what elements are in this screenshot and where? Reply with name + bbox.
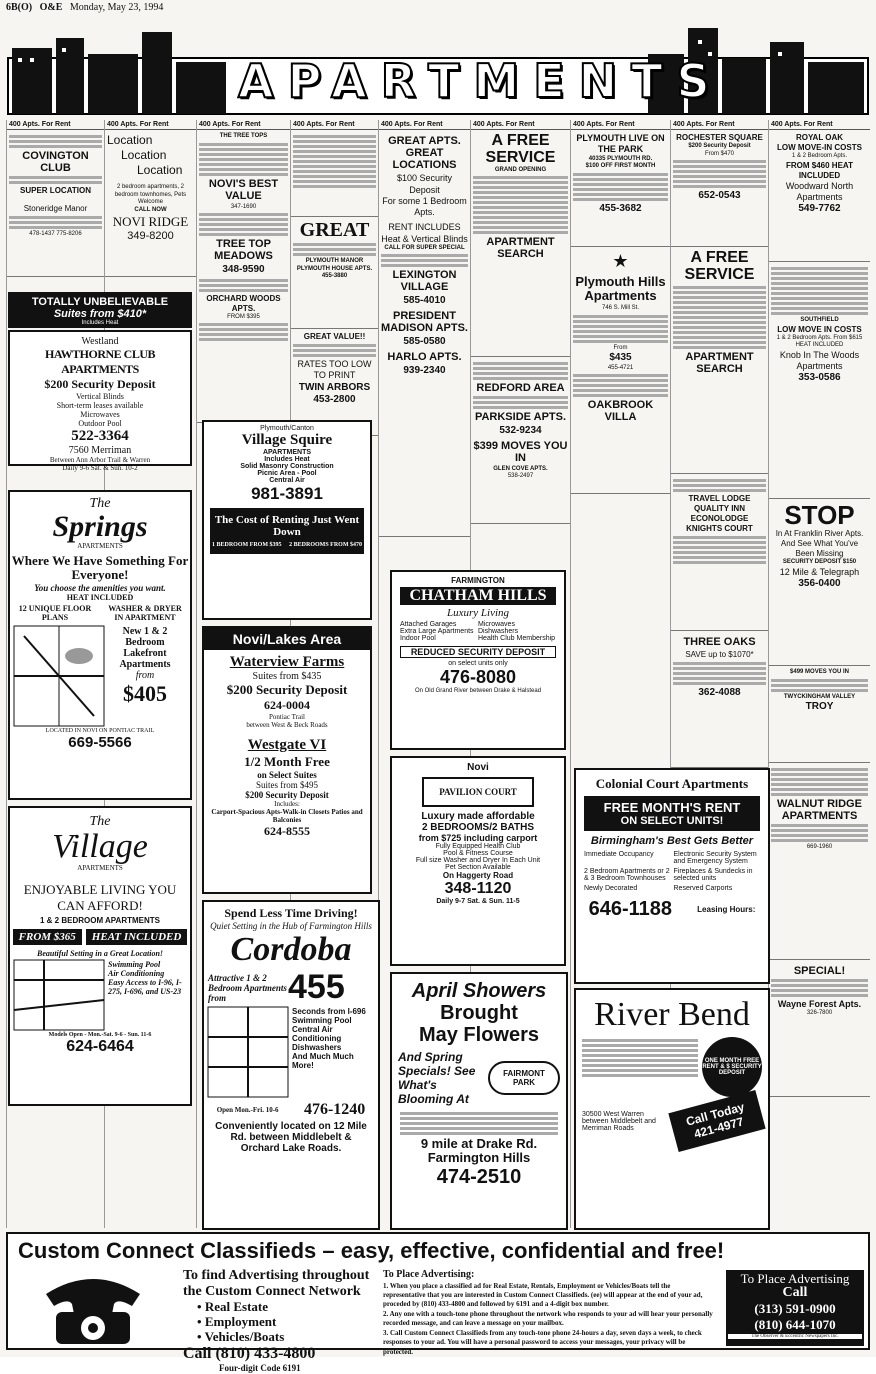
box-phone: 476-1240 bbox=[303, 1101, 366, 1119]
box-feature: Air Conditioning bbox=[108, 969, 165, 978]
ad-title: Wayne Forest Apts. bbox=[777, 999, 862, 1010]
box-feature: WASHER & DRYER IN APARTMENT bbox=[108, 603, 182, 622]
column-heading: 400 Apts. For Rent bbox=[197, 120, 290, 130]
unbelievable-box bbox=[8, 292, 192, 328]
ad-headline: LOW MOVE-IN COSTS bbox=[777, 143, 862, 152]
custom-connect-footer bbox=[6, 1232, 870, 1374]
plymouth-manor-ad bbox=[291, 217, 378, 329]
ad-headline: $399 MOVES YOU IN bbox=[473, 439, 568, 464]
ad-phone: 549-7762 bbox=[798, 203, 841, 214]
ad-price: 1 & 2 Bedroom Apts. From $615 HEAT INCLUDED bbox=[776, 334, 863, 348]
box-headline: TOTALLY UNBELIEVABLE bbox=[31, 296, 169, 308]
ad-price: FROM $460 HEAT INCLUDED bbox=[786, 160, 853, 180]
box-location: Westland bbox=[81, 336, 119, 347]
ad-subtitle: GRAND OPENING bbox=[494, 166, 547, 173]
ad-title: ROYAL OAK bbox=[795, 133, 844, 142]
box-hours: Leasing Hours: bbox=[697, 905, 756, 914]
column-heading: 400 Apts. For Rent bbox=[379, 120, 470, 130]
box-price: $405 bbox=[123, 680, 167, 706]
box-subtitle: APARTMENTS bbox=[77, 864, 123, 872]
banner-title: APARTMENTS bbox=[238, 54, 724, 108]
box-title: Village Squire bbox=[241, 432, 333, 448]
ad-location: SOUTHFIELD bbox=[800, 317, 839, 323]
box-feature: Includes Heat bbox=[264, 456, 310, 463]
footer-call: Call (810) 433-4800 bbox=[183, 1345, 316, 1362]
ad-location: TROY bbox=[805, 701, 834, 712]
box-feature: Dishwashers bbox=[292, 1043, 342, 1053]
box-phone: 669-5566 bbox=[68, 733, 132, 751]
twyckingham-ad bbox=[769, 666, 870, 763]
box-feature: Full size Washer and Dryer In Each Unit bbox=[415, 857, 541, 864]
classified-grid bbox=[6, 120, 870, 1228]
box-feature: Immediate Occupancy bbox=[584, 851, 654, 858]
cordoba-ad bbox=[202, 900, 380, 1230]
ad-deposit: $100 OFF FIRST MONTH bbox=[585, 163, 656, 169]
box-location: Novi bbox=[467, 762, 489, 773]
ad-subtitle: In At Franklin River Apts. And See What You've Been Missing bbox=[775, 529, 864, 559]
box-description: Attractive 1 & 2 Bedroom Apartments from bbox=[208, 972, 287, 1003]
issue-date: Monday, May 23, 1994 bbox=[69, 2, 164, 13]
box-headline: Spend Less Time Driving! bbox=[224, 906, 358, 920]
ad-title: COVINGTON CLUB bbox=[22, 150, 89, 175]
ad-headline: APARTMENT SEARCH bbox=[685, 350, 754, 375]
footer-title: Custom Connect Classifieds – easy, effective, confidential and free! bbox=[18, 1238, 725, 1263]
ad-title: PARKSIDE APTS. bbox=[474, 411, 567, 424]
ad-description: 2 bedroom apartments, 2 bedroom townhomes, Pets Welcome bbox=[114, 184, 187, 205]
footer-phone: (313) 591-0900 bbox=[754, 1301, 836, 1316]
ad-headline: A FREE SERVICE bbox=[684, 249, 755, 283]
chatham-hills-ad bbox=[390, 570, 566, 750]
box-feature: Fully Equipped Health Club bbox=[435, 843, 521, 850]
footer-place-heading: To Place Advertising bbox=[740, 1271, 850, 1286]
column-heading: 400 Apts. For Rent bbox=[471, 120, 570, 130]
map-graphic bbox=[208, 1007, 288, 1097]
box-headline: April Showers bbox=[411, 980, 547, 1002]
box-location: Plymouth/Canton bbox=[260, 425, 314, 432]
box-tagline: You choose the amenities you want. bbox=[34, 582, 166, 593]
ad-address: 40335 PLYMOUTH RD. bbox=[588, 155, 653, 162]
box-feature: Solid Masonry Construction bbox=[240, 463, 334, 470]
ad-title: OAKBROOK VILLA bbox=[587, 399, 654, 424]
ad-headline: NOVI'S BEST VALUE bbox=[208, 177, 279, 202]
ad-phone: 478-1437 775-8206 bbox=[29, 231, 82, 238]
ad-title: REDFORD AREA bbox=[476, 382, 565, 394]
novi-lakes-ad bbox=[202, 626, 372, 894]
box-location: FARMINGTON bbox=[451, 576, 505, 585]
box-phone: 981-3891 bbox=[251, 484, 323, 503]
village-apartments-ad bbox=[8, 806, 192, 1106]
box-address: 30500 West Warren between Middlebelt and Merriman Roads bbox=[582, 1110, 656, 1132]
map-graphic bbox=[14, 960, 104, 1030]
ad-headline: RATES TOO LOW TO PRINT bbox=[297, 359, 372, 381]
ad-price: From $470 bbox=[704, 150, 734, 157]
fairmont-park-ad bbox=[390, 972, 568, 1230]
box-feature: Microwaves bbox=[478, 621, 515, 628]
covington-club-ad bbox=[7, 130, 104, 277]
box-feature: Short-term leases available bbox=[56, 401, 144, 410]
box-price: from $725 including carport bbox=[418, 833, 538, 843]
knob-in-the-woods-ad bbox=[769, 262, 870, 499]
ad-title: GLEN COVE APTS. bbox=[493, 465, 548, 472]
ad-phone: 455-3880 bbox=[321, 273, 348, 279]
telephone-icon bbox=[38, 1270, 148, 1346]
river-bend-ad bbox=[574, 988, 770, 1230]
plymouth-hills-ad bbox=[571, 247, 670, 494]
box-price: Suites from $495 bbox=[256, 780, 318, 790]
rochester-square-ad bbox=[671, 130, 768, 247]
three-oaks-ad bbox=[671, 631, 768, 768]
ad-phone: 652-0543 bbox=[698, 190, 741, 201]
box-title: Waterview Farms bbox=[229, 654, 345, 670]
ad-title: TRAVEL LODGE QUALITY INN ECONOLODGE KNIGHTS COURT bbox=[686, 494, 753, 533]
box-price: Suites from $435 bbox=[252, 671, 322, 682]
box-note: Includes: bbox=[274, 800, 300, 808]
column-heading: 400 Apts. For Rent bbox=[671, 120, 768, 130]
ad-headline: GREAT APTS. GREAT LOCATIONS bbox=[388, 135, 461, 172]
column-heading: 400 Apts. For Rent bbox=[7, 120, 104, 130]
ad-from: From bbox=[613, 344, 628, 351]
royal-oak-ad bbox=[769, 130, 870, 262]
box-address: 9 mile at Drake Rd. Farmington Hills bbox=[420, 1136, 538, 1166]
box-deposit: $200 Security Deposit bbox=[226, 682, 348, 697]
ad-title: PLYMOUTH LIVE ON THE PARK bbox=[576, 133, 665, 155]
ad-price: $435 bbox=[609, 352, 632, 364]
box-title: Springs bbox=[52, 510, 148, 543]
ad-headline: SPECIAL! bbox=[793, 965, 846, 977]
box-hours: Models Open - Mon.-Sat. 9-6 - Sun. 11-6 bbox=[48, 1032, 152, 1038]
box-feature: Swimming Pool bbox=[108, 960, 161, 969]
ad-title: THREE OAKS bbox=[683, 636, 756, 648]
box-subtitle: 1 & 2 BEDROOM APARTMENTS bbox=[39, 916, 160, 925]
ad-phone: 453-2800 bbox=[313, 394, 356, 405]
box-tagline: Quiet Setting in the Hub of Farmington Hills bbox=[210, 921, 372, 931]
box-hours: Daily 9-6 Sat. & Sun. 10-2 bbox=[62, 464, 138, 472]
ad-title: PRESIDENT MADISON APTS. bbox=[381, 309, 468, 335]
star-icon: ★ bbox=[612, 251, 629, 271]
box-deposit: $200 Security Deposit bbox=[245, 790, 329, 800]
footer-instructions bbox=[383, 1268, 713, 1357]
location-word: Location bbox=[107, 133, 153, 147]
box-phone: 522-3364 bbox=[71, 428, 129, 444]
box-the: The bbox=[89, 814, 111, 829]
box-deposit: REDUCED SECURITY DEPOSIT bbox=[400, 646, 556, 658]
free-service-ad-2 bbox=[671, 247, 768, 474]
box-hours: Daily 9-7 Sat. & Sun. 11-5 bbox=[436, 898, 520, 905]
ad-title: PLYMOUTH MANOR PLYMOUTH HOUSE APTS. bbox=[296, 258, 373, 272]
ad-call: CALL FOR SUPER SPECIAL bbox=[384, 244, 465, 251]
apartments-banner bbox=[8, 18, 868, 118]
box-feature: Picnic Area - Pool bbox=[257, 470, 317, 477]
box-phone: 646-1188 bbox=[588, 898, 672, 920]
ad-title: LEXINGTON VILLAGE bbox=[392, 269, 457, 294]
box-feature: 12 UNIQUE FLOOR PLANS bbox=[18, 603, 92, 622]
footer-phone: (810) 644-1070 bbox=[754, 1317, 836, 1332]
box-title: River Bend bbox=[594, 996, 750, 1033]
box-phone: 348-1120 bbox=[444, 880, 512, 897]
box-feature: Outdoor Pool bbox=[78, 419, 122, 428]
box-tagline: Luxury made affordable bbox=[421, 811, 535, 822]
hawthorne-club-ad bbox=[8, 330, 192, 472]
box-feature: Attached Garages bbox=[400, 621, 457, 628]
ad-title: THE TREE TOPS bbox=[219, 133, 268, 139]
location-word: Location bbox=[121, 148, 167, 162]
box-phone: 474-2510 bbox=[436, 1165, 522, 1188]
ad-title: GREAT VALUE!! bbox=[303, 332, 366, 341]
publication-name: O&E bbox=[39, 2, 63, 13]
ad-phone: 538-2497 bbox=[507, 473, 534, 480]
box-phone: 624-6464 bbox=[66, 1038, 134, 1055]
column-9 bbox=[768, 120, 870, 1228]
box-address: On Haggerty Road bbox=[442, 871, 514, 880]
ad-title: TWYCKINGHAM VALLEY bbox=[783, 693, 856, 700]
column-heading: 400 Apts. For Rent bbox=[769, 120, 870, 130]
footer-note: The Observer & Eccentric Newspapers Inc. bbox=[728, 1334, 862, 1339]
box-phone: 476-8080 bbox=[439, 667, 517, 687]
column-heading: 400 Apts. For Rent bbox=[291, 120, 378, 130]
ad-deposit: $200 Security Deposit bbox=[688, 143, 751, 149]
footer-place-box bbox=[726, 1270, 864, 1346]
box-address: Pontiac Trail bbox=[269, 713, 305, 721]
ad-address: 746 S. Mill St. bbox=[601, 305, 639, 312]
ad-title: WALNUT RIDGE APARTMENTS bbox=[777, 798, 862, 823]
box-title: Colonial Court Apartments bbox=[595, 776, 749, 791]
column-heading: 400 Apts. For Rent bbox=[571, 120, 670, 130]
ad-subtitle: SUPER LOCATION bbox=[20, 186, 91, 196]
box-note: on Select Suites bbox=[257, 770, 317, 780]
ad-phone: 362-4088 bbox=[698, 687, 741, 699]
box-title: Westgate VI bbox=[247, 737, 327, 753]
ad-deposit: $100 Security Deposit bbox=[396, 173, 453, 195]
ad-phone: 348-9590 bbox=[222, 264, 265, 276]
ad-title: TREE TOP MEADOWS bbox=[214, 238, 273, 263]
box-feature: Pool & Fitness Course bbox=[443, 850, 513, 857]
box-description: New 1 & 2 Bedroom Lakefront Apartments bbox=[119, 625, 171, 670]
box-price: FROM $365 bbox=[13, 929, 82, 945]
box-subtitle: APARTMENTS bbox=[77, 542, 123, 550]
footer-item: Real Estate bbox=[204, 1299, 268, 1315]
box-directions: Between Ann Arbor Trail & Warren bbox=[49, 456, 151, 464]
ad-title: Knob In The Woods Apartments bbox=[779, 349, 860, 371]
box-feature: Health Club Membership bbox=[478, 635, 556, 642]
ad-phone: 347-1690 bbox=[230, 203, 257, 210]
ad-phone: 585-4010 bbox=[403, 295, 446, 307]
ad-title: NOVI RIDGE bbox=[112, 214, 189, 229]
ad-headline: A FREE SERVICE bbox=[485, 132, 556, 166]
ad-phone: 356-0400 bbox=[798, 578, 841, 590]
box-tagline: Luxury Living bbox=[446, 607, 510, 619]
box-subtitle: APARTMENTS bbox=[262, 449, 312, 456]
ad-phone: 455-3682 bbox=[599, 202, 642, 214]
pavilion-court-ad bbox=[390, 756, 566, 966]
box-title: Village bbox=[52, 828, 148, 865]
wayne-forest-ad bbox=[769, 960, 870, 1097]
ad-title: ORCHARD WOODS APTS. bbox=[206, 293, 281, 313]
box-feature: Seconds from I-696 bbox=[292, 1007, 366, 1017]
box-feature: Electronic Security System and Emergency System bbox=[673, 851, 757, 865]
box-feature: HEAT INCLUDED bbox=[66, 592, 134, 602]
ad-title: HARLO APTS. bbox=[387, 350, 462, 363]
tree-tops-ad bbox=[197, 130, 290, 423]
travel-lodge-ad bbox=[671, 474, 768, 631]
column-heading: 400 Apts. For Rent bbox=[105, 120, 196, 130]
footer-step: 2. Any one with a touch-tone phone throughout the network who responds to your ad will hear your personally recorded message, and can leave a message on your mailbox. bbox=[383, 1309, 713, 1328]
footer-step: 1. When you place a classified ad for Real Estate, Rentals, Employment or Vehicles/Boats tell the representative that you are interested in Custom Connect Classifieds. (ee) will appear at the end of your ad, proceded by (810) 433-4800 and followed by 6191 and a 4-digit box number. bbox=[383, 1281, 703, 1309]
box-header: Novi/Lakes Area bbox=[204, 628, 370, 650]
box-feature: Reserved Carports bbox=[673, 885, 733, 892]
box-phone: 624-8555 bbox=[264, 824, 310, 838]
redford-area-ad bbox=[471, 357, 570, 524]
ad-headline: APARTMENT SEARCH bbox=[486, 236, 555, 261]
box-feature: Microwaves bbox=[80, 410, 120, 419]
ad-deposit: SECURITY DEPOSIT $150 bbox=[782, 559, 857, 566]
box-note: ON SELECT UNITS! bbox=[620, 815, 724, 827]
box-feature: Extra Large Apartments bbox=[400, 628, 474, 635]
box-feature: Indoor Pool bbox=[400, 635, 436, 642]
box-tagline: Beautiful Setting in a Great Location! bbox=[36, 949, 163, 958]
footer-find: To find Advertising throughout the Custom Connect Network • Real Estate • Employment • Vehicles/Boats Call (810) 433-4800 Four-digit Code 6191 bbox=[183, 1268, 373, 1374]
ad-headline: SAVE up to $1070* bbox=[685, 650, 754, 660]
box-feature: Central Air Conditioning bbox=[292, 1025, 342, 1044]
box-slogan: Where We Have Something For Everyone! bbox=[11, 553, 189, 583]
box-deposit: $200 Security Deposit bbox=[44, 377, 156, 391]
plymouth-park-ad bbox=[571, 130, 670, 247]
box-feature: Central Air bbox=[269, 477, 305, 484]
ad-phone: 669-1960 bbox=[806, 844, 833, 851]
arrow-banner bbox=[210, 508, 364, 554]
ad-title: Woodward North Apartments bbox=[785, 180, 854, 202]
box-feature: Fireplaces & Sundecks in selected units bbox=[673, 868, 753, 882]
footer-item: Employment bbox=[204, 1314, 277, 1330]
box-logo: FAIRMONT PARK bbox=[488, 1061, 560, 1095]
box-tagline: Birmingham's Best Gets Better bbox=[590, 835, 754, 847]
footer-call-label: Call bbox=[782, 1285, 808, 1300]
box-feature: Vertical Blinds bbox=[76, 392, 124, 401]
box-slogan: ENJOYABLE LIVING YOU CAN AFFORD! bbox=[23, 882, 177, 913]
box-subtitle: 2 BEDROOMS/2 BATHS bbox=[421, 822, 535, 833]
ad-phone: 326-7800 bbox=[806, 1010, 833, 1017]
box-price: Suites from $410* bbox=[53, 308, 147, 320]
footer-code: Four-digit Code 6191 bbox=[219, 1363, 301, 1374]
box-note: on select units only bbox=[448, 660, 508, 667]
novi-ridge-ad bbox=[105, 130, 196, 277]
ad-headline: LOW MOVE IN COSTS bbox=[777, 324, 862, 334]
ad-phone: 349-8200 bbox=[127, 230, 174, 243]
footer-item: Vehicles/Boats bbox=[204, 1329, 285, 1345]
box-feature: Newly Decorated bbox=[584, 885, 638, 892]
box-price: 2 BEDROOMS FROM $470 bbox=[289, 542, 362, 548]
walnut-ridge-ad bbox=[769, 763, 870, 960]
ad-subtitle: For some 1 Bedroom Apts. bbox=[382, 195, 467, 218]
box-title: Cordoba bbox=[230, 931, 352, 968]
box-hours: Open Mon.-Fri. 10-6 bbox=[216, 1106, 279, 1115]
location-word: Location bbox=[137, 163, 183, 177]
ad-title: ROCHESTER SQUARE bbox=[676, 133, 763, 142]
box-from: from bbox=[135, 669, 155, 681]
box-directions: between West & Beck Roads bbox=[246, 721, 328, 729]
colonial-court-ad bbox=[574, 768, 770, 984]
box-directions: Conveniently located on 12 Mile Rd. between Middlebelt & Orchard Lake Roads. bbox=[215, 1121, 367, 1155]
ad-rent: RENT INCLUDES Heat & Vertical Blinds bbox=[381, 222, 468, 244]
footer-find-heading: To find Advertising throughout the Custom Connect Network bbox=[183, 1268, 370, 1300]
map-graphic bbox=[14, 626, 104, 726]
box-headline: FREE MONTH'S RENT bbox=[603, 800, 741, 815]
plymouth-heritage-ad bbox=[291, 130, 378, 217]
box-feature: Carport-Spacious Apts-Walk-in Closets Patios and Balconies bbox=[211, 808, 363, 824]
ad-title: Plymouth Hills Apartments bbox=[575, 273, 666, 303]
footer-place-title: To Place Advertising: bbox=[383, 1269, 475, 1280]
ad-title: TWIN ARBORS bbox=[298, 381, 371, 393]
box-feature: Swimming Pool bbox=[292, 1016, 352, 1026]
ad-extra: Stoneridge Manor bbox=[23, 204, 88, 214]
ad-address: 12 Mile & Telegraph bbox=[779, 566, 860, 577]
ad-phone: 585-0580 bbox=[403, 336, 446, 348]
ad-phone: 455-4721 bbox=[607, 364, 634, 371]
ad-subtitle: 1 & 2 Bedroom Apts. bbox=[791, 153, 848, 159]
box-phone: 624-0004 bbox=[264, 698, 310, 712]
ad-phone: 353-0586 bbox=[798, 372, 841, 383]
box-title: CHATHAM HILLS bbox=[400, 587, 556, 605]
box-feature: Pet Section Available bbox=[445, 864, 511, 871]
box-feature: 2 Bedroom Apartments or 2 & 3 Bedroom Townhouses bbox=[584, 868, 670, 882]
box-feature: Easy Access to I-96, I-275, I-696, and US-23 bbox=[108, 978, 182, 996]
ad-headline: $499 MOVES YOU IN bbox=[790, 669, 849, 675]
footer-step: 3. Call Custom Connect Classifieds from any touch-tone phone 24-hours a day, seven days a week, to check responses to your ad. You will have a personal password to access your messages, your privacy will be protected. bbox=[383, 1328, 702, 1356]
box-feature: Dishwashers bbox=[478, 628, 519, 635]
page-number: 6B(O) bbox=[6, 2, 33, 13]
box-headline: May Flowers bbox=[418, 1024, 540, 1046]
ad-price: FROM $395 bbox=[227, 313, 260, 320]
ad-headline: GREAT bbox=[299, 219, 370, 241]
great-locations-ad bbox=[379, 130, 470, 537]
box-title: HAWTHORNE CLUB APARTMENTS bbox=[44, 347, 156, 376]
ad-headline: STOP bbox=[784, 500, 855, 530]
box-title: PAVILION COURT bbox=[422, 777, 534, 807]
page-header bbox=[6, 2, 163, 13]
box-address: LOCATED IN NOVI ON PONTIAC TRAIL bbox=[45, 727, 155, 734]
box-address: 7560 Merriman bbox=[68, 445, 132, 456]
box-headline: 1/2 Month Free bbox=[244, 754, 330, 769]
free-service-ad bbox=[471, 130, 570, 357]
box-note: Includes Heat bbox=[81, 320, 119, 326]
village-squire-ad bbox=[202, 420, 372, 620]
franklin-river-ad bbox=[769, 499, 870, 666]
ad-phone: 939-2340 bbox=[403, 364, 446, 376]
box-tagline: And Spring Specials! See What's Blooming At bbox=[398, 1050, 476, 1106]
box-the: The bbox=[89, 496, 111, 511]
springs-apartments-ad bbox=[8, 490, 192, 800]
box-headline: Brought bbox=[440, 1002, 518, 1024]
box-phone: Call Today 421-4977 bbox=[668, 1090, 765, 1152]
ad-call: CALL NOW bbox=[134, 206, 167, 213]
box-headline: The Cost of Renting Just Went Down bbox=[214, 514, 360, 538]
box-feature: And Much Much More! bbox=[292, 1052, 354, 1071]
box-price: 455 bbox=[288, 968, 345, 1007]
box-badge: ONE MONTH FREE RENT & $ SECURITY DEPOSIT bbox=[702, 1037, 762, 1097]
box-address: On Old Grand River between Drake & Halstead bbox=[414, 688, 542, 694]
box-heat: HEAT INCLUDED bbox=[86, 929, 188, 945]
ad-phone: 532-9234 bbox=[499, 425, 542, 437]
box-price: 1 BEDROOM FROM $395 bbox=[212, 542, 282, 548]
